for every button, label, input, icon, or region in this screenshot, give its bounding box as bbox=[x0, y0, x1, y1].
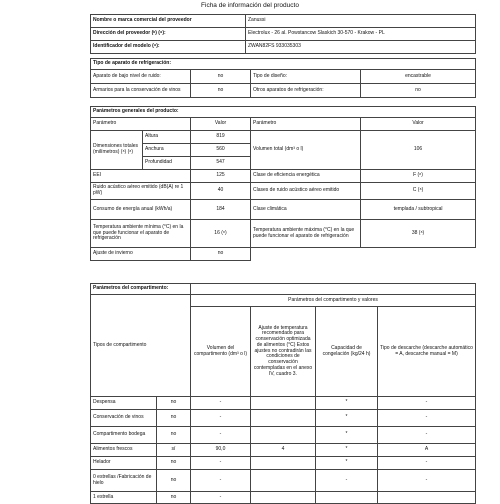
noise-class-value: C (⁸) bbox=[361, 183, 476, 200]
eei-label: EEI bbox=[91, 170, 191, 183]
compartment-defrost: - bbox=[378, 397, 476, 410]
compartment-capacity: * bbox=[316, 457, 378, 470]
compartment-capacity: * bbox=[316, 444, 378, 457]
compartment-temp-header: Ajuste de temperatura recomendado para conservación optimizada de alimentos (°C) Estos ajustes no contradirán las condiciones de conservación contempladas en el anexo IV, cuadro 3. bbox=[251, 307, 316, 397]
min-temp-value: 16 (⁸) bbox=[191, 220, 251, 248]
model-id-value: ZWAN82FS 933035303 bbox=[246, 41, 476, 54]
appliance-type-header: Tipo de aparato de refrigeración: bbox=[91, 59, 476, 70]
supplier-name-label: Nombre o marca comercial del proveedor bbox=[91, 15, 246, 28]
noise-label: Ruido acústico aéreo emitido (dB(A) re 1 pW) bbox=[91, 183, 191, 200]
compartment-present: no bbox=[157, 427, 191, 444]
design-type-value: encastrable bbox=[361, 70, 476, 84]
compartment-capacity bbox=[316, 492, 378, 504]
compartment-header-spacer bbox=[191, 284, 476, 295]
compartment-type-header: Tipos de compartimento bbox=[91, 295, 191, 397]
noise-class-label: Clases de ruido acústico aéreo emitido bbox=[251, 183, 361, 200]
compartment-defrost-header: Tipo de descarche (descarche automático = A, descarche manual = M) bbox=[378, 307, 476, 397]
supplier-table bbox=[90, 14, 476, 54]
compartment-name: 1 estrella bbox=[91, 492, 157, 504]
compartment-capacity: * bbox=[316, 427, 378, 444]
depth-label: Profundidad bbox=[143, 157, 191, 170]
max-temp-label: Temperatura ambiente máxima (°C) en la que puede funcionar el aparato de refrigeración bbox=[251, 220, 361, 248]
col-value2-header: Valor bbox=[361, 118, 476, 131]
compartment-defrost bbox=[378, 492, 476, 504]
design-type-label: Tipo de diseño: bbox=[251, 70, 361, 84]
max-temp-value: 38 (⁸) bbox=[361, 220, 476, 248]
compartment-volume: - bbox=[191, 410, 251, 427]
compartment-capacity-header: Capacidad de congelación (kg/24 h) bbox=[316, 307, 378, 397]
low-noise-value: no bbox=[191, 70, 251, 84]
col-param2-header: Parámetro bbox=[251, 118, 361, 131]
compartment-temp bbox=[251, 410, 316, 427]
compartment-name: Helador bbox=[91, 457, 157, 470]
compartment-group-header: Parámetros del compartimento y valores bbox=[191, 295, 476, 307]
compartment-volume: - bbox=[191, 492, 251, 504]
compartment-row bbox=[91, 427, 476, 444]
compartment-present: no bbox=[157, 470, 191, 492]
volume-value: 106 bbox=[361, 131, 476, 170]
compartment-name: 0 estrellas /Fabricación de hielo bbox=[91, 470, 157, 492]
supplier-address-label: Dirección del proveedor (ᵇ) (⁸): bbox=[91, 28, 246, 41]
compartment-volume: - bbox=[191, 427, 251, 444]
height-label: Altura bbox=[143, 131, 191, 144]
low-noise-label: Aparato de bajo nivel de ruido: bbox=[91, 70, 191, 84]
general-params-header: Parámetros generales del producto: bbox=[91, 107, 476, 118]
compartment-capacity: * bbox=[316, 410, 378, 427]
compartment-row bbox=[91, 444, 476, 457]
compartment-volume: - bbox=[191, 470, 251, 492]
supplier-name-value: Zanussi bbox=[246, 15, 476, 28]
min-temp-label: Temperatura ambiente mínima (°C) en la que puede funcionar el aparato de refrigeración bbox=[91, 220, 191, 248]
eei-value: 125 bbox=[191, 170, 251, 183]
document-title: Ficha de información del producto bbox=[201, 2, 299, 9]
model-id-label: Identificador del modelo (⁸): bbox=[91, 41, 246, 54]
compartment-name: Despensa bbox=[91, 397, 157, 410]
climate-class-label: Clase climática bbox=[251, 200, 361, 220]
width-value: 560 bbox=[191, 144, 251, 157]
compartment-row bbox=[91, 410, 476, 427]
compartment-name: Compartimento bodega bbox=[91, 427, 157, 444]
compartment-table bbox=[90, 283, 476, 504]
energy-class-label: Clase de eficiencia energética bbox=[251, 170, 361, 183]
annual-consumption-label: Consumo de energía anual (kWh/a) bbox=[91, 200, 191, 220]
compartment-present: sí bbox=[157, 444, 191, 457]
compartment-present: no bbox=[157, 492, 191, 504]
other-appliance-value: no bbox=[361, 84, 476, 98]
col-param-header: Parámetro bbox=[91, 118, 191, 131]
compartment-header: Parámetros del compartimento: bbox=[91, 284, 191, 295]
compartment-temp bbox=[251, 397, 316, 410]
volume-label: Volumen total (dm³ o l) bbox=[251, 131, 361, 170]
compartment-defrost: - bbox=[378, 410, 476, 427]
compartment-temp bbox=[251, 470, 316, 492]
compartment-row bbox=[91, 457, 476, 470]
appliance-type-table bbox=[90, 58, 476, 98]
compartment-defrost: - bbox=[378, 470, 476, 492]
compartment-row bbox=[91, 470, 476, 492]
height-value: 819 bbox=[191, 131, 251, 144]
compartment-row bbox=[91, 492, 476, 504]
compartment-rows bbox=[91, 397, 476, 504]
compartment-volume: - bbox=[191, 397, 251, 410]
winter-setting-label: Ajuste de invierno bbox=[91, 248, 191, 261]
winter-setting-value: no bbox=[191, 248, 251, 261]
dimensions-label: Dimensiones totales (milímetros) (⁸) (⁸) bbox=[91, 131, 143, 170]
compartment-volume: - bbox=[191, 457, 251, 470]
climate-class-value: templada / subtropical bbox=[361, 200, 476, 220]
width-label: Anchura bbox=[143, 144, 191, 157]
compartment-temp: 4 bbox=[251, 444, 316, 457]
energy-class-value: F (⁸) bbox=[361, 170, 476, 183]
wine-storage-label: Armarios para la conservación de vinos bbox=[91, 84, 191, 98]
compartment-volume-header: Volumen del compartimento (dm³ o l) bbox=[191, 307, 251, 397]
compartment-present: no bbox=[157, 457, 191, 470]
annual-consumption-value: 184 bbox=[191, 200, 251, 220]
col-value-header: Valor bbox=[191, 118, 251, 131]
compartment-volume: 90,0 bbox=[191, 444, 251, 457]
compartment-defrost: A bbox=[378, 444, 476, 457]
other-appliance-label: Otros aparatos de refrigeración: bbox=[251, 84, 361, 98]
compartment-temp bbox=[251, 457, 316, 470]
compartment-present: no bbox=[157, 410, 191, 427]
compartment-capacity: * bbox=[316, 397, 378, 410]
compartment-capacity: - bbox=[316, 470, 378, 492]
general-params-table bbox=[90, 106, 476, 261]
compartment-defrost: - bbox=[378, 457, 476, 470]
compartment-present: no bbox=[157, 397, 191, 410]
wine-storage-value: no bbox=[191, 84, 251, 98]
supplier-address-value: Electrolux - 26 al. Powstancow Slaskich 30-570 - Krakow - PL bbox=[246, 28, 476, 41]
compartment-row bbox=[91, 397, 476, 410]
depth-value: 547 bbox=[191, 157, 251, 170]
noise-value: 40 bbox=[191, 183, 251, 200]
compartment-temp bbox=[251, 427, 316, 444]
compartment-name: Conservación de vinos bbox=[91, 410, 157, 427]
compartment-defrost: - bbox=[378, 427, 476, 444]
compartment-name: Alimentos frescos bbox=[91, 444, 157, 457]
compartment-temp bbox=[251, 492, 316, 504]
